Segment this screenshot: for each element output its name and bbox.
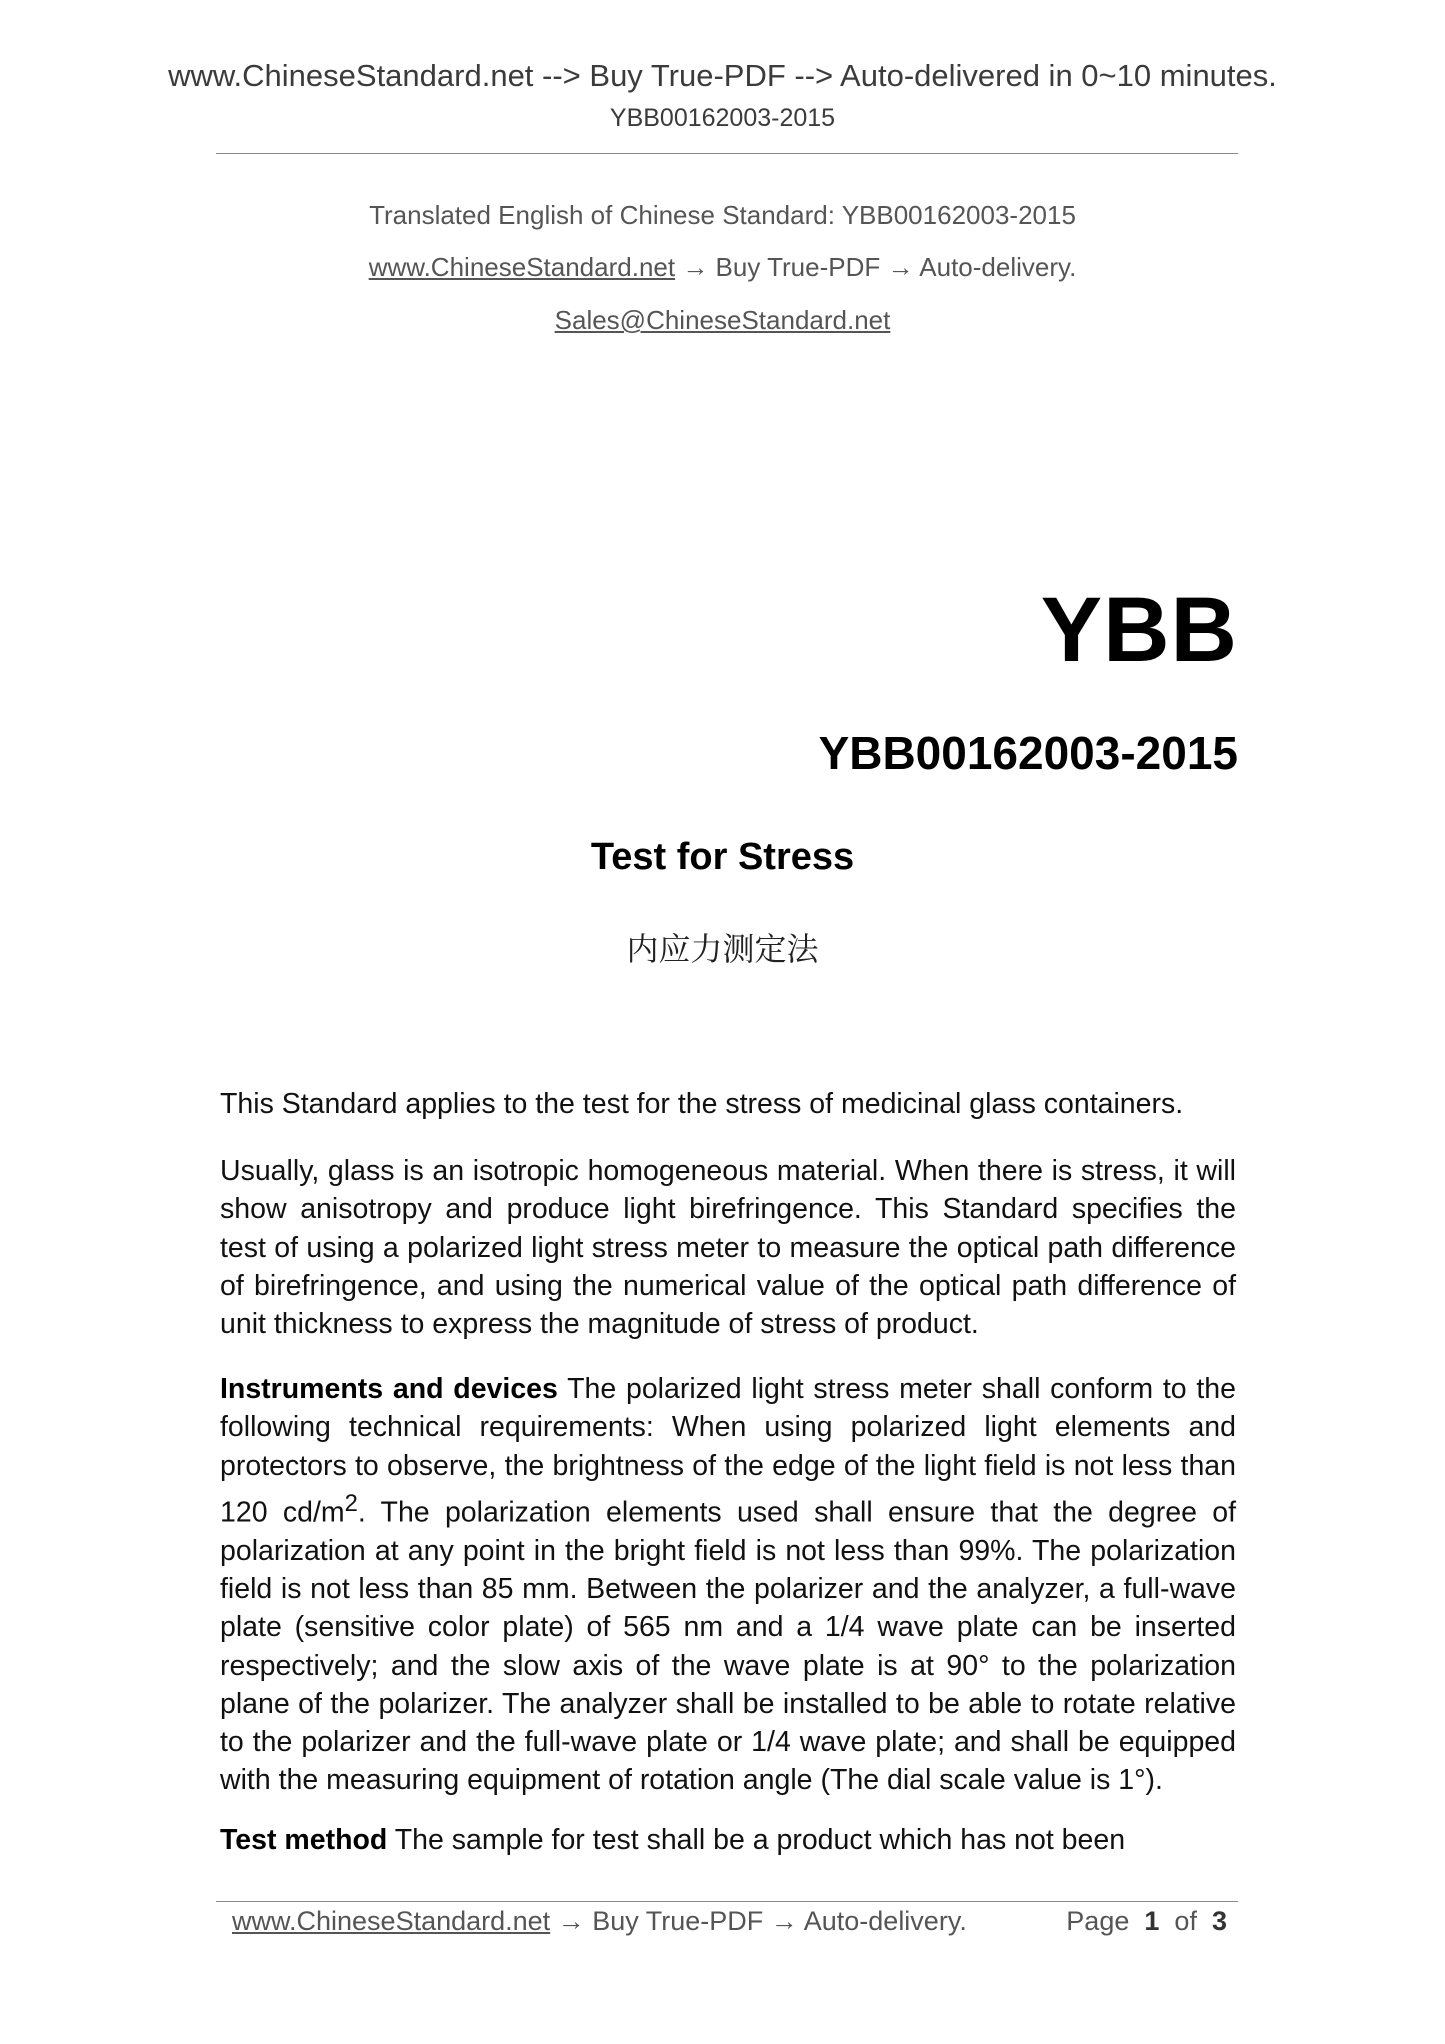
buy-text: → Buy True-PDF → Auto-delivery.	[675, 252, 1077, 282]
page-current: 1	[1144, 1906, 1160, 1936]
sales-line	[0, 305, 1445, 336]
page-of: of	[1174, 1906, 1197, 1936]
footer-buy-text: → Buy True-PDF → Auto-delivery.	[550, 1906, 967, 1936]
site-link[interactable]: www.ChineseStandard.net	[368, 252, 676, 282]
instruments-text-b: . The polarization elements used shall ensure that the degree of polarization at any point in the bright field is not less than 99%. The polarization field is not less than 85 mm. Between the polarizer and the analyzer, a full-wave plate (sensitive color plate) of 565 nm and a 1/4 wave plate can be inserted respectively; and the slow axis of the wave plate is at 90° to the polarization plane of the polarizer. The analyzer shall be installed to be able to rotate relative to the polarizer and the full-wave plate or 1/4 wave plate; and shall be equipped with the measuring equipment of rotation angle (The dial scale value is 1°).	[220, 1496, 1236, 1797]
standard-mark: YBB	[1040, 579, 1238, 681]
principle-paragraph: Usually, glass is an isotropic homogeneous material. When there is stress, it will show anisotropy and produce light birefringence. This Standard specifies the test of using a polarized light stress meter to measure the optical path difference of birefringence, and using the numerical value of the optical path difference of unit thickness to express the magnitude of stress of product.	[220, 1155, 1236, 1341]
page-label: Page	[1066, 1906, 1130, 1936]
title-chinese: 内应力测定法	[626, 930, 819, 968]
header-standard-code: YBB00162003-2015	[609, 104, 836, 132]
footer-buy-line	[232, 1906, 967, 1937]
page-indicator	[1066, 1906, 1227, 1937]
page-total: 3	[1211, 1906, 1227, 1936]
title-english: Test for Stress	[590, 836, 855, 878]
test-method-text: The sample for test shall be a product which has not been	[387, 1824, 1126, 1856]
instruments-paragraph	[220, 1370, 1236, 1800]
instruments-superscript: 2	[344, 1489, 358, 1517]
header-divider	[216, 153, 1238, 154]
sales-email-link[interactable]: Sales@ChineseStandard.net	[554, 305, 891, 335]
top-banner: www.ChineseStandard.net --> Buy True-PDF --> Auto-delivered in 0~10 minutes.	[168, 58, 1277, 93]
standard-code: YBB00162003-2015	[818, 727, 1238, 779]
buy-line	[0, 252, 1445, 283]
test-method-paragraph	[220, 1821, 1236, 1859]
scope-paragraph: This Standard applies to the test for the stress of medicinal glass containers.	[220, 1088, 1184, 1120]
instruments-text-a: The polarized light stress meter shall conform to the following technical requirements: When using polarized light elements and protectors to observe, the brightness of the edge of the light field is not less than 120 cd/m	[220, 1373, 1237, 1529]
test-method-heading: Test method	[220, 1824, 388, 1856]
translated-notice: Translated English of Chinese Standard: YBB00162003-2015	[369, 200, 1076, 230]
footer-site-link[interactable]: www.ChineseStandard.net	[232, 1906, 551, 1936]
footer-divider	[216, 1901, 1238, 1902]
instruments-heading: Instruments and devices	[220, 1373, 558, 1405]
